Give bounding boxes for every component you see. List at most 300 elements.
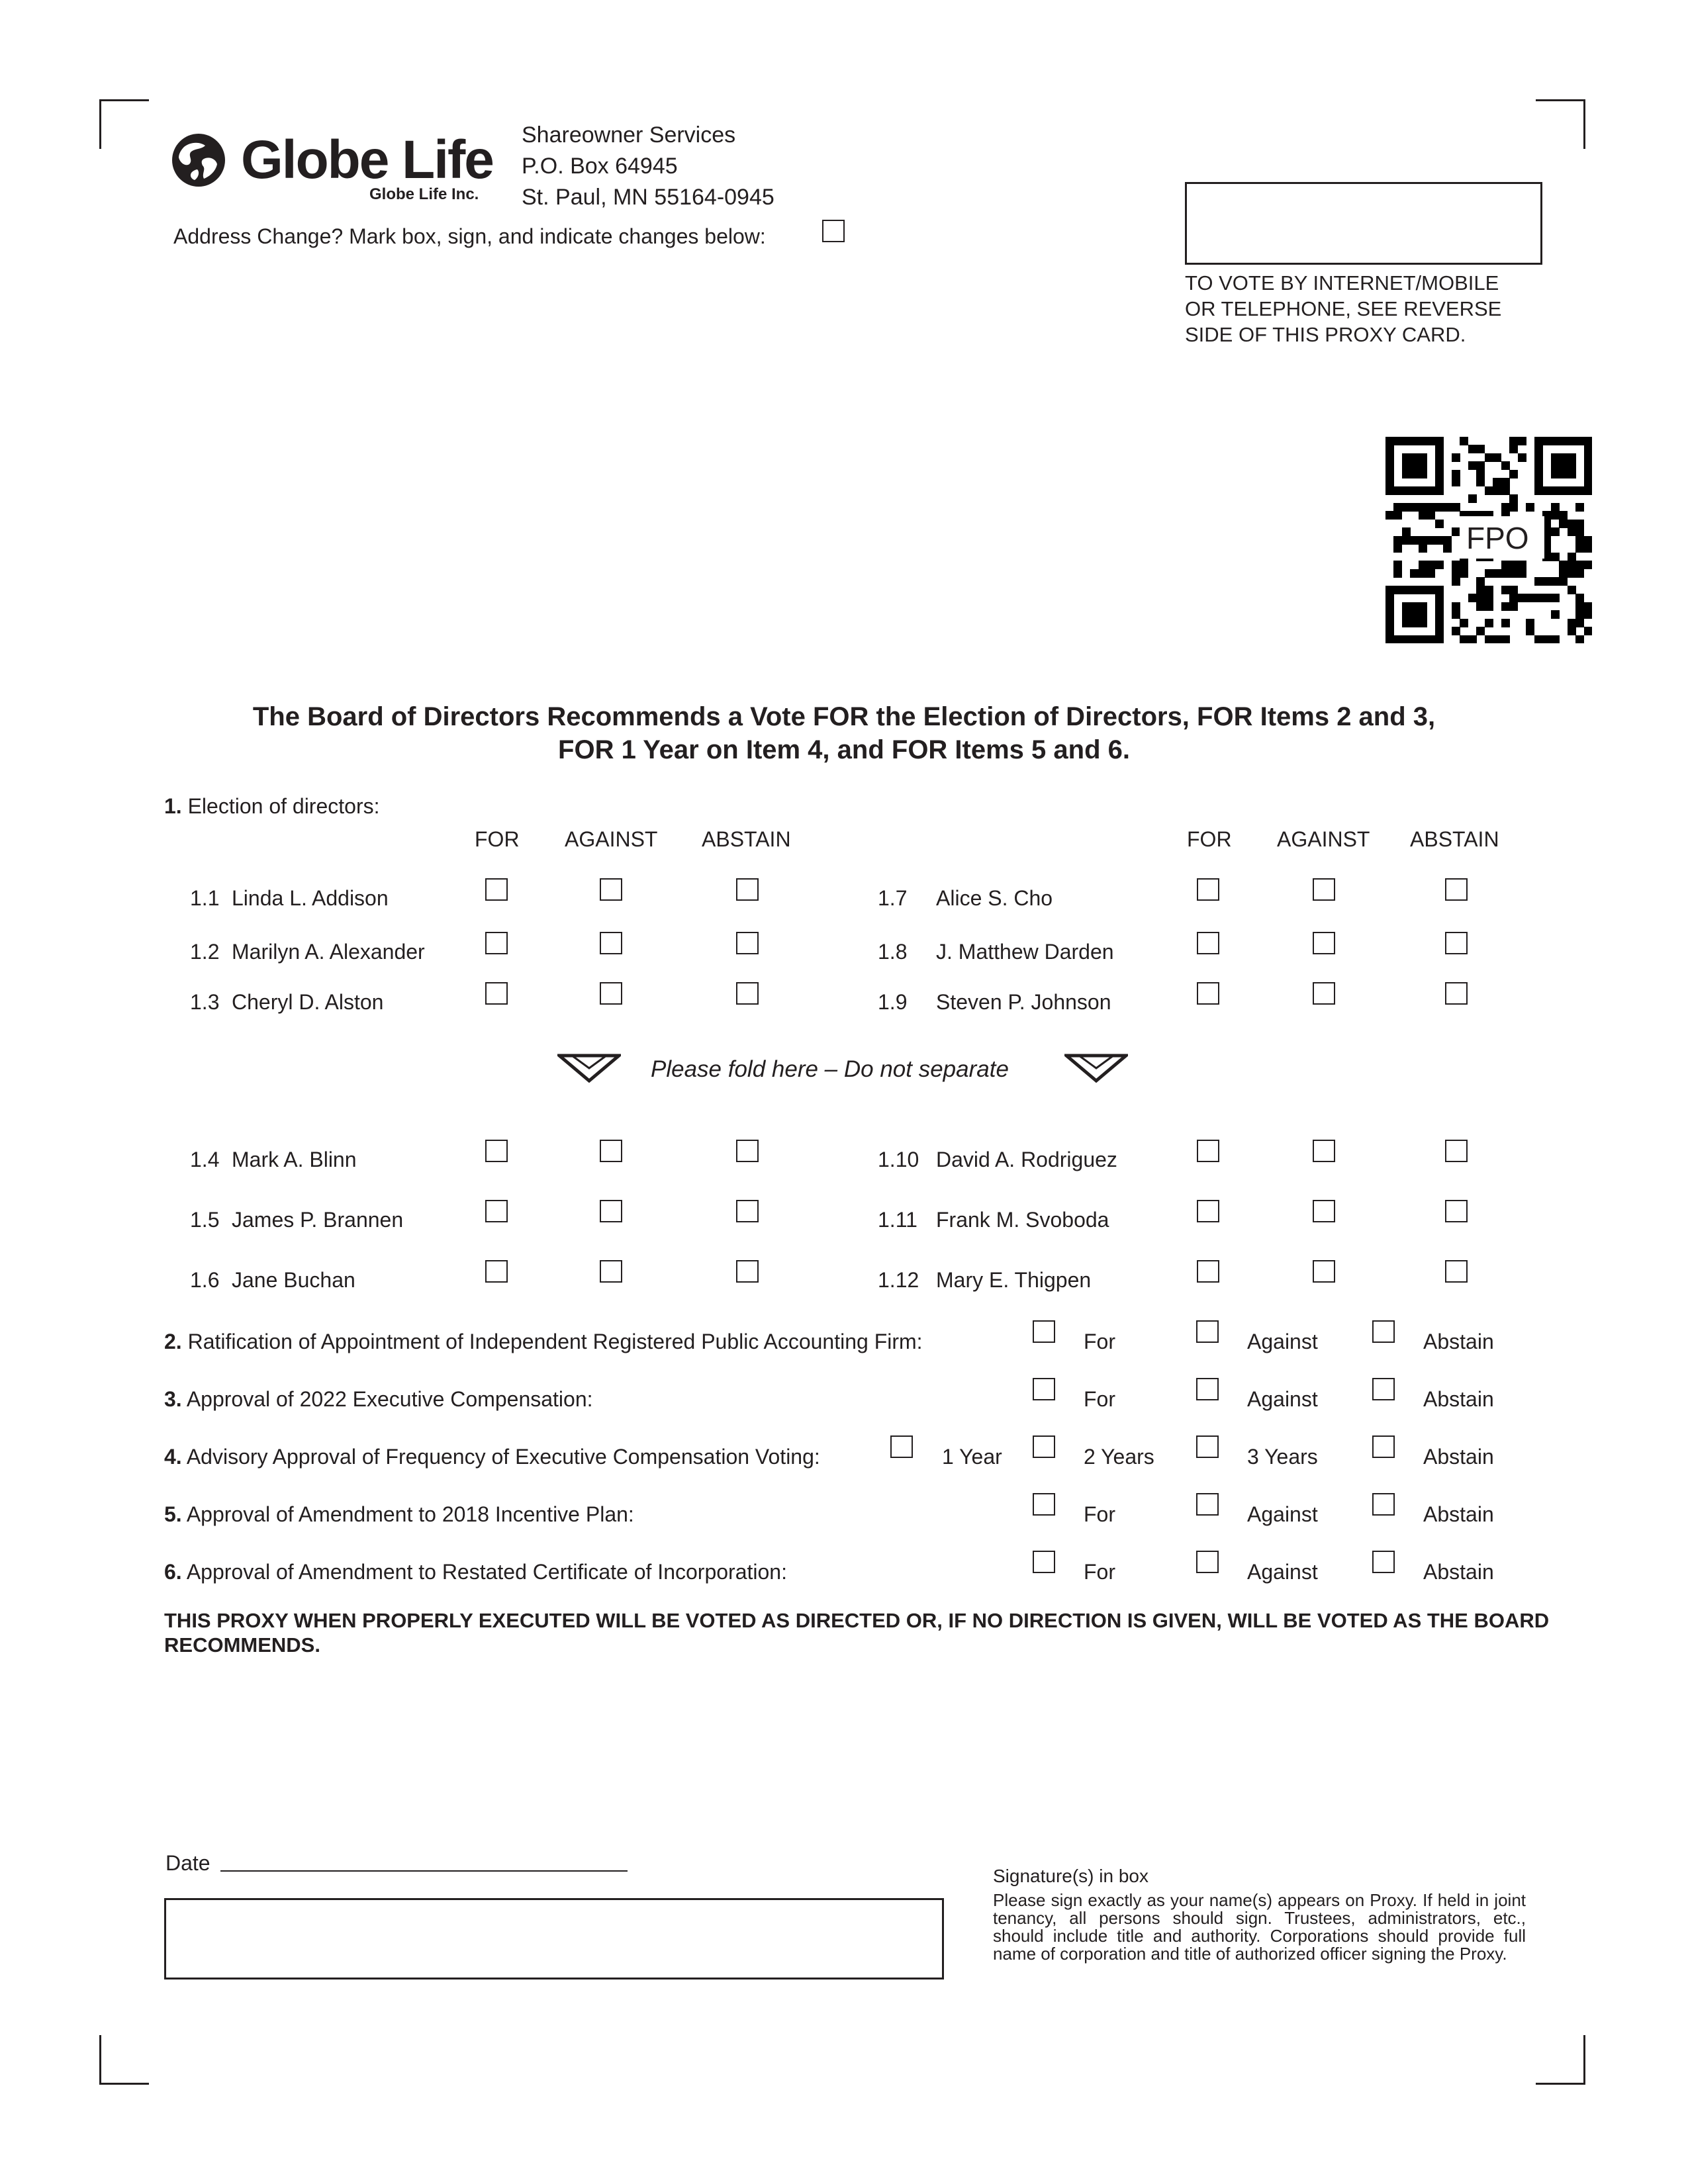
qr-module — [1476, 602, 1485, 611]
item-3-against-checkbox[interactable] — [1196, 1378, 1219, 1400]
item-4-abstain-checkbox[interactable] — [1372, 1435, 1395, 1458]
item-2-against-checkbox[interactable] — [1196, 1320, 1219, 1343]
qr-module — [1402, 503, 1411, 512]
qr-module — [1476, 461, 1485, 470]
qr-module — [1551, 511, 1560, 520]
qr-module — [1509, 586, 1518, 594]
against-checkbox-j-matthew-darden[interactable] — [1313, 932, 1335, 954]
director-name: Cheryl D. Alston — [232, 990, 384, 1014]
qr-module — [1575, 602, 1584, 611]
qr-module — [1534, 635, 1543, 644]
qr-module — [1452, 561, 1460, 569]
qr-module — [1493, 453, 1501, 462]
qr-module — [1402, 453, 1427, 478]
director-name: Mark A. Blinn — [232, 1148, 357, 1171]
item-2-for-label: For — [1084, 1330, 1115, 1353]
qr-module — [1568, 569, 1576, 578]
qr-module — [1476, 470, 1485, 478]
qr-module — [1435, 561, 1444, 569]
vote-info-text: TO VOTE BY INTERNET/MOBILE OR TELEPHONE, SEE REVERSE SIDE OF THIS PROXY CARD. — [1185, 271, 1502, 346]
qr-module — [1575, 594, 1584, 602]
qr-module — [1509, 445, 1518, 453]
fold-instruction: Please fold here – Do not separate — [651, 1056, 1009, 1082]
for-checkbox-james-p-brannen[interactable] — [485, 1200, 508, 1222]
item-4-1-year-label: 1 Year — [942, 1445, 1002, 1469]
qr-label-box — [1460, 516, 1544, 559]
qr-module — [1501, 619, 1510, 627]
qr-module — [1485, 619, 1493, 627]
qr-code — [1385, 437, 1592, 643]
qr-module — [1385, 437, 1394, 495]
qr-module — [1485, 602, 1493, 611]
col-for-right: FOR — [1187, 827, 1232, 851]
item-5-abstain-label: Abstain — [1423, 1502, 1494, 1526]
item-text: Advisory Approval of Frequency of Executive Compensation Voting: — [186, 1445, 820, 1469]
item-6-label — [164, 1559, 787, 1585]
against-checkbox-frank-m-svoboda[interactable] — [1313, 1200, 1335, 1222]
item-5-for-checkbox[interactable] — [1033, 1493, 1055, 1516]
item-4-1-year-checkbox[interactable] — [890, 1435, 913, 1458]
item-5-abstain-checkbox[interactable] — [1372, 1493, 1395, 1516]
crop-mark-top-right — [1536, 99, 1585, 149]
qr-module — [1501, 569, 1510, 578]
item-2-label — [164, 1328, 923, 1355]
qr-module — [1410, 536, 1419, 545]
item-6-for-checkbox[interactable] — [1033, 1551, 1055, 1573]
qr-module — [1518, 437, 1526, 445]
against-checkbox-mary-e-thigpen[interactable] — [1313, 1260, 1335, 1283]
signature-instructions: Please sign exactly as your name(s) appears on Proxy. If held in joint tenancy, all persons should sign. Trustees, administrators, etc., should include title and authority. Corporations should provide full name of corporation and title of authorized officer signing the Proxy. — [993, 1890, 1526, 1964]
qr-module — [1559, 577, 1568, 586]
item-text: Ratification of Appointment of Independent Registered Public Accounting Firm: — [187, 1330, 923, 1353]
qr-module — [1393, 569, 1402, 578]
qr-module — [1452, 627, 1460, 635]
director-number: 1.3 — [190, 990, 220, 1014]
item-2-abstain-checkbox[interactable] — [1372, 1320, 1395, 1343]
qr-module — [1427, 561, 1435, 569]
fold-arrow-left-icon — [557, 1054, 621, 1083]
for-checkbox-mark-a-blinn[interactable] — [485, 1140, 508, 1162]
item-text: Approval of Amendment to 2018 Incentive Plan: — [186, 1502, 634, 1526]
qr-module — [1575, 527, 1584, 536]
qr-module — [1468, 445, 1477, 453]
qr-module — [1584, 561, 1593, 569]
qr-module — [1575, 536, 1584, 545]
item-2-for-checkbox[interactable] — [1033, 1320, 1055, 1343]
col-against-right: AGAINST — [1277, 827, 1370, 851]
qr-label: FPO — [1466, 521, 1529, 555]
abstain-checkbox-linda-l-addison[interactable] — [736, 878, 759, 901]
qr-module — [1452, 577, 1460, 586]
qr-module — [1559, 569, 1568, 578]
for-checkbox-steven-p-johnson[interactable] — [1197, 982, 1219, 1005]
director-name: Alice S. Cho — [936, 886, 1053, 910]
item-6-abstain-label: Abstain — [1423, 1560, 1494, 1584]
company-name: Globe Life — [241, 130, 493, 190]
director-name: Jane Buchan — [232, 1268, 355, 1292]
qr-module — [1509, 602, 1518, 611]
qr-module — [1393, 511, 1402, 520]
abstain-checkbox-steven-p-johnson[interactable] — [1445, 982, 1468, 1005]
qr-module — [1568, 561, 1576, 569]
director-number: 1.2 — [190, 940, 220, 964]
qr-module — [1443, 544, 1452, 553]
proxy-notice: THIS PROXY WHEN PROPERLY EXECUTED WILL BE VOTED AS DIRECTED OR, IF NO DIRECTION IS GIVEN, WILL BE VOTED AS THE BOARD RECOMMENDS. — [164, 1609, 1550, 1657]
qr-module — [1435, 586, 1444, 644]
item-4-2-years-checkbox[interactable] — [1033, 1435, 1055, 1458]
director-number: 1.6 — [190, 1268, 220, 1292]
item-5-against-checkbox[interactable] — [1196, 1493, 1219, 1516]
qr-module — [1393, 544, 1402, 553]
col-against-left: AGAINST — [565, 827, 658, 851]
abstain-checkbox-james-p-brannen[interactable] — [736, 1200, 759, 1222]
qr-module — [1526, 619, 1534, 627]
qr-module — [1559, 520, 1568, 528]
qr-module — [1419, 503, 1427, 512]
company-subname: Globe Life Inc. — [369, 185, 479, 203]
qr-module — [1542, 635, 1551, 644]
qr-module — [1526, 503, 1534, 512]
against-checkbox-jane-buchan[interactable] — [600, 1260, 622, 1283]
abstain-checkbox-mark-a-blinn[interactable] — [736, 1140, 759, 1162]
item-number: 5. — [164, 1502, 182, 1526]
qr-module — [1509, 437, 1518, 445]
item-number: 2. — [164, 1330, 182, 1353]
item-2-against-label: Against — [1247, 1330, 1318, 1353]
qr-module — [1410, 569, 1419, 578]
qr-module — [1551, 594, 1560, 602]
qr-module — [1452, 470, 1460, 478]
qr-module — [1575, 569, 1584, 578]
for-checkbox-alice-s-cho[interactable] — [1197, 878, 1219, 901]
against-checkbox-james-p-brannen[interactable] — [600, 1200, 622, 1222]
qr-module — [1452, 602, 1460, 611]
item-5-against-label: Against — [1247, 1502, 1318, 1526]
qr-module — [1509, 470, 1518, 478]
fold-arrow-right-icon — [1064, 1054, 1128, 1083]
recommendation-line-2: FOR 1 Year on Item 4, and FOR Items 5 and 6. — [558, 735, 1130, 764]
qr-module — [1393, 561, 1402, 569]
col-abstain-left: ABSTAIN — [702, 827, 791, 851]
qr-module — [1509, 503, 1518, 512]
for-checkbox-frank-m-svoboda[interactable] — [1197, 1200, 1219, 1222]
qr-module — [1419, 569, 1427, 578]
against-checkbox-mark-a-blinn[interactable] — [600, 1140, 622, 1162]
company-logo — [171, 132, 502, 212]
qr-module — [1435, 503, 1444, 512]
crop-mark-top-left — [99, 99, 149, 149]
qr-module — [1568, 527, 1576, 536]
qr-module — [1476, 445, 1485, 453]
qr-module — [1485, 635, 1493, 644]
item-6-against-checkbox[interactable] — [1196, 1551, 1219, 1573]
qr-module — [1427, 536, 1435, 545]
address-change-checkbox[interactable] — [822, 220, 845, 242]
qr-module — [1575, 544, 1584, 553]
qr-module — [1575, 520, 1584, 528]
qr-module — [1575, 610, 1584, 619]
qr-module — [1419, 544, 1427, 553]
director-name: Frank M. Svoboda — [936, 1208, 1109, 1232]
item-3-for-label: For — [1084, 1387, 1115, 1411]
abstain-checkbox-j-matthew-darden[interactable] — [1445, 932, 1468, 954]
qr-module — [1476, 627, 1485, 635]
qr-module — [1501, 586, 1510, 594]
qr-module — [1427, 569, 1435, 578]
date-field[interactable] — [220, 1870, 628, 1872]
address-line-2: P.O. Box 64945 — [522, 154, 678, 179]
qr-module — [1385, 511, 1394, 520]
qr-module — [1575, 503, 1584, 512]
qr-module — [1501, 461, 1510, 470]
crop-mark-bottom-right — [1536, 2035, 1585, 2085]
qr-module — [1542, 594, 1551, 602]
qr-module — [1452, 569, 1460, 578]
qr-module — [1584, 602, 1593, 611]
for-checkbox-david-a-rodriguez[interactable] — [1197, 1140, 1219, 1162]
qr-module — [1485, 569, 1493, 578]
qr-module — [1518, 561, 1526, 569]
qr-module — [1452, 478, 1460, 486]
director-number: 1.8 — [878, 940, 908, 964]
item-5-label — [164, 1501, 634, 1527]
qr-module — [1501, 486, 1510, 495]
qr-module — [1443, 503, 1452, 512]
qr-module — [1534, 437, 1543, 495]
director-number: 1.10 — [878, 1148, 919, 1171]
item-4-3-years-label: 3 Years — [1247, 1445, 1318, 1469]
qr-module — [1452, 453, 1460, 462]
qr-module — [1501, 561, 1510, 569]
abstain-checkbox-mary-e-thigpen[interactable] — [1445, 1260, 1468, 1283]
qr-module — [1452, 527, 1460, 536]
item-3-abstain-label: Abstain — [1423, 1387, 1494, 1411]
director-number: 1.11 — [878, 1208, 917, 1232]
against-checkbox-marilyn-a-alexander[interactable] — [600, 932, 622, 954]
qr-module — [1419, 561, 1427, 569]
item-3-against-label: Against — [1247, 1387, 1318, 1411]
qr-module — [1501, 602, 1510, 611]
qr-module — [1427, 511, 1435, 520]
qr-module — [1468, 494, 1477, 503]
director-name: Marilyn A. Alexander — [232, 940, 425, 964]
qr-module — [1385, 586, 1394, 644]
control-number-box — [1185, 182, 1542, 265]
qr-module — [1568, 586, 1576, 594]
qr-module — [1568, 520, 1576, 528]
qr-module — [1485, 586, 1493, 594]
qr-module — [1435, 520, 1444, 528]
item-3-abstain-checkbox[interactable] — [1372, 1378, 1395, 1400]
qr-module — [1468, 461, 1477, 470]
qr-module — [1419, 511, 1427, 520]
against-checkbox-steven-p-johnson[interactable] — [1313, 982, 1335, 1005]
qr-module — [1485, 453, 1493, 462]
qr-module — [1501, 478, 1510, 486]
qr-module — [1485, 594, 1493, 602]
item-number: 4. — [164, 1445, 182, 1469]
against-checkbox-david-a-rodriguez[interactable] — [1313, 1140, 1335, 1162]
director-name: Mary E. Thigpen — [936, 1268, 1092, 1292]
abstain-checkbox-alice-s-cho[interactable] — [1445, 878, 1468, 901]
qr-module — [1568, 627, 1576, 635]
qr-module — [1509, 569, 1518, 578]
item-3-for-checkbox[interactable] — [1033, 1378, 1055, 1400]
qr-module — [1460, 569, 1468, 578]
qr-module — [1551, 553, 1560, 561]
qr-module — [1584, 437, 1593, 495]
item-1-number: 1. — [164, 794, 182, 818]
qr-module — [1485, 486, 1493, 495]
item-4-2-years-label: 2 Years — [1084, 1445, 1154, 1469]
qr-module — [1452, 503, 1460, 512]
director-number: 1.7 — [878, 886, 908, 910]
director-name: David A. Rodriguez — [936, 1148, 1117, 1171]
qr-module — [1551, 577, 1560, 586]
item-text: Approval of 2022 Executive Compensation: — [186, 1387, 593, 1411]
qr-module — [1452, 610, 1460, 619]
qr-module — [1402, 602, 1427, 627]
director-number: 1.1 — [190, 886, 220, 910]
director-number: 1.12 — [878, 1268, 919, 1292]
qr-module — [1460, 437, 1468, 445]
qr-module — [1584, 544, 1593, 553]
against-checkbox-linda-l-addison[interactable] — [600, 878, 622, 901]
item-number: 3. — [164, 1387, 182, 1411]
for-checkbox-jane-buchan[interactable] — [485, 1260, 508, 1283]
item-number: 6. — [164, 1560, 182, 1584]
item-4-label — [164, 1443, 820, 1470]
qr-module — [1402, 536, 1411, 545]
qr-module — [1435, 437, 1444, 495]
director-number: 1.4 — [190, 1148, 220, 1171]
item-text: Approval of Amendment to Restated Certificate of Incorporation: — [186, 1560, 787, 1584]
qr-module — [1501, 635, 1510, 644]
qr-module — [1493, 486, 1501, 495]
against-checkbox-alice-s-cho[interactable] — [1313, 878, 1335, 901]
item-6-for-label: For — [1084, 1560, 1115, 1584]
qr-module — [1402, 527, 1411, 536]
qr-module — [1443, 536, 1452, 545]
signature-title: Signature(s) in box — [993, 1866, 1149, 1886]
abstain-checkbox-marilyn-a-alexander[interactable] — [736, 932, 759, 954]
qr-module — [1493, 635, 1501, 644]
item-4-abstain-label: Abstain — [1423, 1445, 1494, 1469]
qr-module — [1534, 594, 1543, 602]
qr-module — [1518, 594, 1526, 602]
qr-module — [1551, 527, 1560, 536]
for-checkbox-cheryl-d-alston[interactable] — [485, 982, 508, 1005]
address-change-label: Address Change? Mark box, sign, and indicate changes below: — [173, 224, 766, 248]
director-number: 1.9 — [878, 990, 908, 1014]
qr-module — [1575, 561, 1584, 569]
qr-module — [1518, 569, 1526, 578]
qr-module — [1493, 569, 1501, 578]
director-name: Linda L. Addison — [232, 886, 389, 910]
qr-module — [1393, 503, 1402, 512]
qr-module — [1509, 561, 1518, 569]
qr-module — [1468, 635, 1477, 644]
qr-module — [1568, 553, 1576, 561]
qr-module — [1551, 610, 1560, 619]
col-for-left: FOR — [475, 827, 520, 851]
for-checkbox-linda-l-addison[interactable] — [485, 878, 508, 901]
qr-module — [1468, 594, 1477, 602]
date-label: Date — [165, 1851, 211, 1875]
qr-module — [1509, 494, 1518, 503]
col-abstain-right: ABSTAIN — [1410, 827, 1499, 851]
crop-mark-bottom-left — [99, 2035, 149, 2085]
qr-module — [1460, 619, 1468, 627]
qr-module — [1476, 577, 1485, 586]
abstain-checkbox-frank-m-svoboda[interactable] — [1445, 1200, 1468, 1222]
item-1-text: Election of directors: — [187, 794, 380, 818]
qr-module — [1518, 453, 1526, 462]
qr-module — [1551, 503, 1560, 512]
against-checkbox-cheryl-d-alston[interactable] — [600, 982, 622, 1005]
qr-module — [1584, 536, 1593, 545]
signature-box[interactable] — [164, 1898, 944, 1979]
qr-module — [1575, 619, 1584, 627]
qr-module — [1493, 478, 1501, 486]
qr-module — [1584, 610, 1593, 619]
qr-module — [1534, 577, 1543, 586]
item-3-label — [164, 1386, 593, 1412]
qr-module — [1509, 594, 1518, 602]
director-name: J. Matthew Darden — [936, 940, 1114, 964]
qr-module — [1476, 594, 1485, 602]
qr-module — [1551, 635, 1560, 644]
abstain-checkbox-cheryl-d-alston[interactable] — [736, 982, 759, 1005]
qr-module — [1427, 503, 1435, 512]
qr-module — [1435, 536, 1444, 545]
abstain-checkbox-david-a-rodriguez[interactable] — [1445, 1140, 1468, 1162]
qr-module — [1410, 503, 1419, 512]
item-6-abstain-checkbox[interactable] — [1372, 1551, 1395, 1573]
qr-module — [1460, 635, 1468, 644]
qr-module — [1568, 619, 1576, 627]
qr-module — [1559, 511, 1568, 520]
item-5-for-label: For — [1084, 1502, 1115, 1526]
address-line-3: St. Paul, MN 55164-0945 — [522, 185, 774, 210]
director-name: James P. Brannen — [232, 1208, 404, 1232]
item-2-abstain-label: Abstain — [1423, 1330, 1494, 1353]
abstain-checkbox-jane-buchan[interactable] — [736, 1260, 759, 1283]
item-1-label — [164, 793, 379, 819]
qr-module — [1526, 627, 1534, 635]
qr-module — [1584, 627, 1593, 635]
qr-module — [1551, 453, 1576, 478]
address-line-1: Shareowner Services — [522, 122, 736, 148]
qr-module — [1476, 586, 1485, 594]
for-checkbox-marilyn-a-alexander[interactable] — [485, 932, 508, 954]
qr-module — [1393, 536, 1402, 545]
recommendation-line-1: The Board of Directors Recommends a Vote FOR the Election of Directors, FOR Items 2 and 3, — [252, 702, 1436, 731]
qr-module — [1575, 635, 1584, 644]
qr-module — [1419, 536, 1427, 545]
for-checkbox-mary-e-thigpen[interactable] — [1197, 1260, 1219, 1283]
qr-module — [1542, 577, 1551, 586]
for-checkbox-j-matthew-darden[interactable] — [1197, 932, 1219, 954]
director-number: 1.5 — [190, 1208, 220, 1232]
qr-module — [1559, 561, 1568, 569]
qr-module — [1526, 594, 1534, 602]
item-4-3-years-checkbox[interactable] — [1196, 1435, 1219, 1458]
qr-module — [1460, 561, 1468, 569]
director-name: Steven P. Johnson — [936, 990, 1111, 1014]
qr-module — [1501, 503, 1510, 512]
qr-module — [1476, 478, 1485, 486]
